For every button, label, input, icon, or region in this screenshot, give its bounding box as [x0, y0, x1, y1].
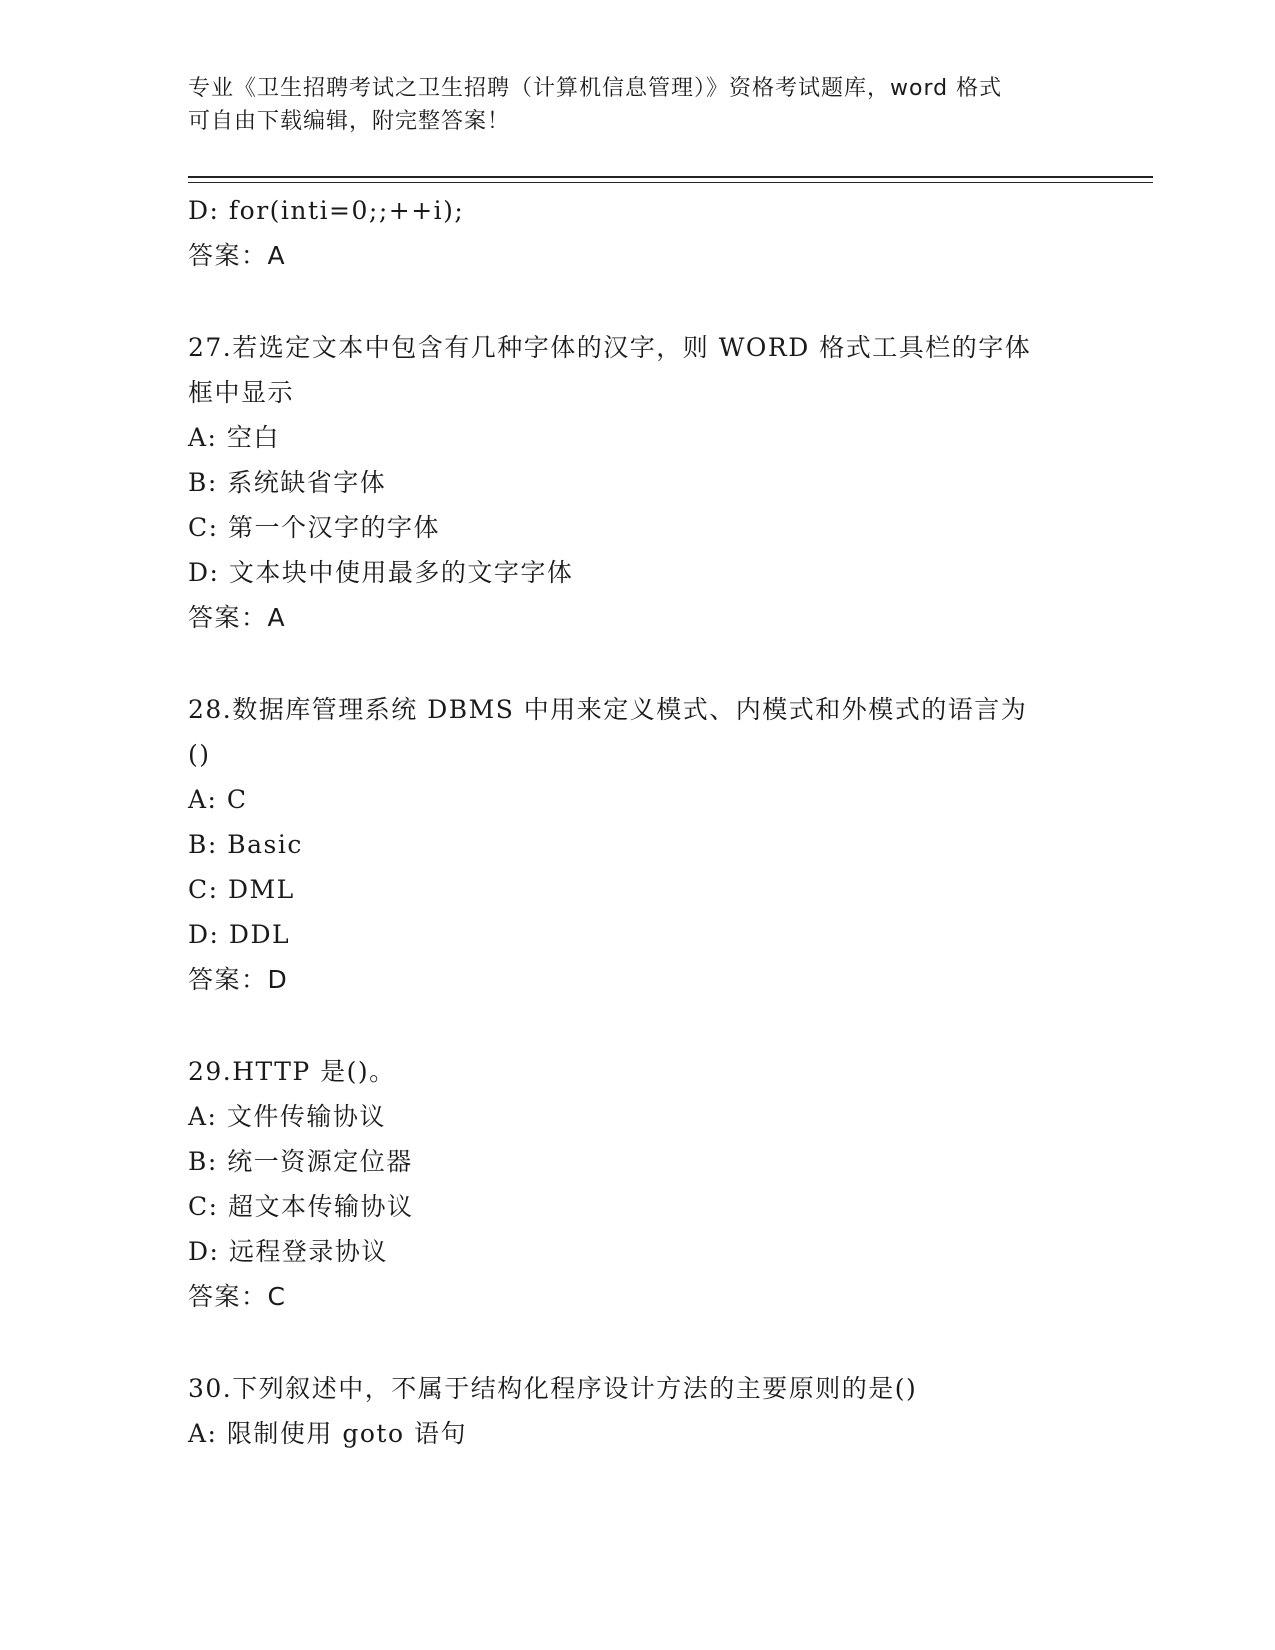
- option-c: C: 第一个汉字的字体: [188, 513, 440, 542]
- option-d: D: 远程登录协议: [188, 1237, 388, 1266]
- question-29: [188, 1049, 1088, 1319]
- option-a: A: 空白: [188, 423, 280, 452]
- question-text-continued: (): [188, 740, 211, 769]
- answer-line: 答案：A: [188, 603, 287, 632]
- option-d: D: 文本块中使用最多的文字字体: [188, 558, 574, 587]
- header-rule-top: [188, 176, 1153, 178]
- option-c: C: DML: [188, 875, 295, 904]
- question-text: 29.HTTP 是()。: [188, 1057, 396, 1086]
- document-header: [188, 72, 1068, 138]
- question-text: 30.下列叙述中，不属于结构化程序设计方法的主要原则的是(): [188, 1374, 918, 1403]
- header-rule-bottom: [188, 182, 1153, 183]
- answer-line: 答案：D: [188, 965, 289, 994]
- question-text-continued: 框中显示: [188, 378, 295, 407]
- question-text: 27.若选定文本中包含有几种字体的汉字，则 WORD 格式工具栏的字体: [188, 333, 1032, 362]
- spacer: [188, 640, 1088, 687]
- option-a: A: C: [188, 785, 248, 814]
- question-content: [188, 188, 1088, 1456]
- question-text: 28.数据库管理系统 DBMS 中用来定义模式、内模式和外模式的语言为: [188, 695, 1028, 724]
- header-line-2: 可自由下载编辑，附完整答案！: [188, 109, 511, 134]
- option-a: A: 限制使用 goto 语句: [188, 1419, 467, 1448]
- question-30: [188, 1366, 1088, 1456]
- option-b: B: 统一资源定位器: [188, 1147, 413, 1176]
- spacer: [188, 278, 1088, 325]
- question-27: [188, 325, 1088, 640]
- spacer: [188, 1319, 1088, 1366]
- option-d: D: DDL: [188, 920, 291, 949]
- option-b: B: Basic: [188, 830, 303, 859]
- option-b: B: 系统缺省字体: [188, 468, 387, 497]
- answer-line: 答案：C: [188, 1282, 287, 1311]
- option-d: D: for(inti=0;;++i);: [188, 196, 465, 225]
- option-a: A: 文件传输协议: [188, 1102, 386, 1131]
- question-28: [188, 687, 1088, 1002]
- answer-line: 答案：A: [188, 241, 287, 270]
- spacer: [188, 1002, 1088, 1049]
- header-line-1: 专业《卫生招聘考试之卫生招聘（计算机信息管理）》资格考试题库，word 格式: [188, 76, 1003, 101]
- option-c: C: 超文本传输协议: [188, 1192, 414, 1221]
